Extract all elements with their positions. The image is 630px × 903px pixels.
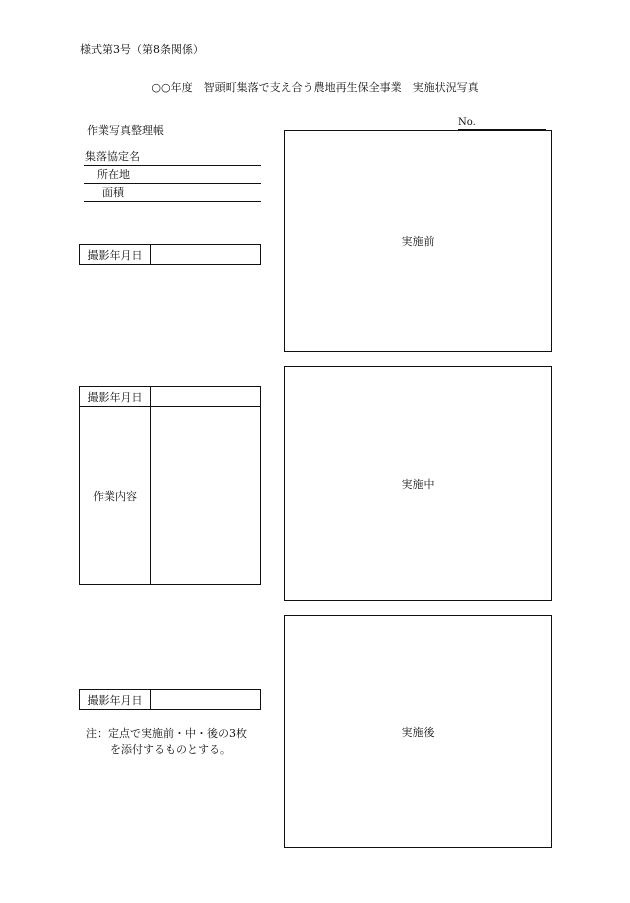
photo-box-after[interactable] — [284, 615, 552, 848]
shoot-date-value-field[interactable] — [151, 387, 261, 407]
book-title: 作業写真整理帳 — [87, 124, 164, 137]
page-title: ○○年度 智頭町集落で支え合う農地再生保全事業 実施状況写真 — [151, 81, 479, 94]
shoot-date-value-field[interactable] — [151, 245, 261, 265]
shoot-date-value-field[interactable] — [151, 690, 261, 710]
area-field[interactable] — [84, 185, 261, 202]
note-line-2: を添付するものとする。 — [110, 743, 231, 756]
shoot-date-table-before — [79, 244, 261, 265]
agreement-name-field[interactable] — [84, 149, 261, 166]
note-line-1: 注：定点で実施前・中・後の3枚 — [86, 727, 247, 740]
photo-before-label: 実施前 — [401, 235, 435, 248]
photo-during-label: 実施中 — [401, 477, 435, 491]
photo-box-before[interactable] — [284, 130, 552, 352]
work-content-field[interactable] — [151, 407, 261, 585]
shoot-date-label: 撮影年月日 — [80, 690, 151, 710]
shoot-date-label: 撮影年月日 — [80, 387, 151, 407]
photo-after-label: 実施後 — [401, 725, 435, 739]
work-content-label: 作業内容 — [80, 407, 151, 585]
area-label: 面積 — [102, 186, 124, 199]
location-label: 所在地 — [97, 168, 130, 181]
location-field[interactable] — [84, 167, 261, 184]
agreement-name-label: 集落協定名 — [85, 150, 140, 163]
shoot-date-label: 撮影年月日 — [80, 245, 151, 265]
form-number: 様式第3号（第8条関係） — [80, 43, 204, 56]
shoot-date-table-during — [79, 386, 261, 585]
number-field[interactable]: No. — [458, 118, 546, 130]
photo-box-during[interactable] — [284, 366, 552, 601]
shoot-date-table-after — [79, 689, 261, 710]
note — [86, 726, 247, 758]
